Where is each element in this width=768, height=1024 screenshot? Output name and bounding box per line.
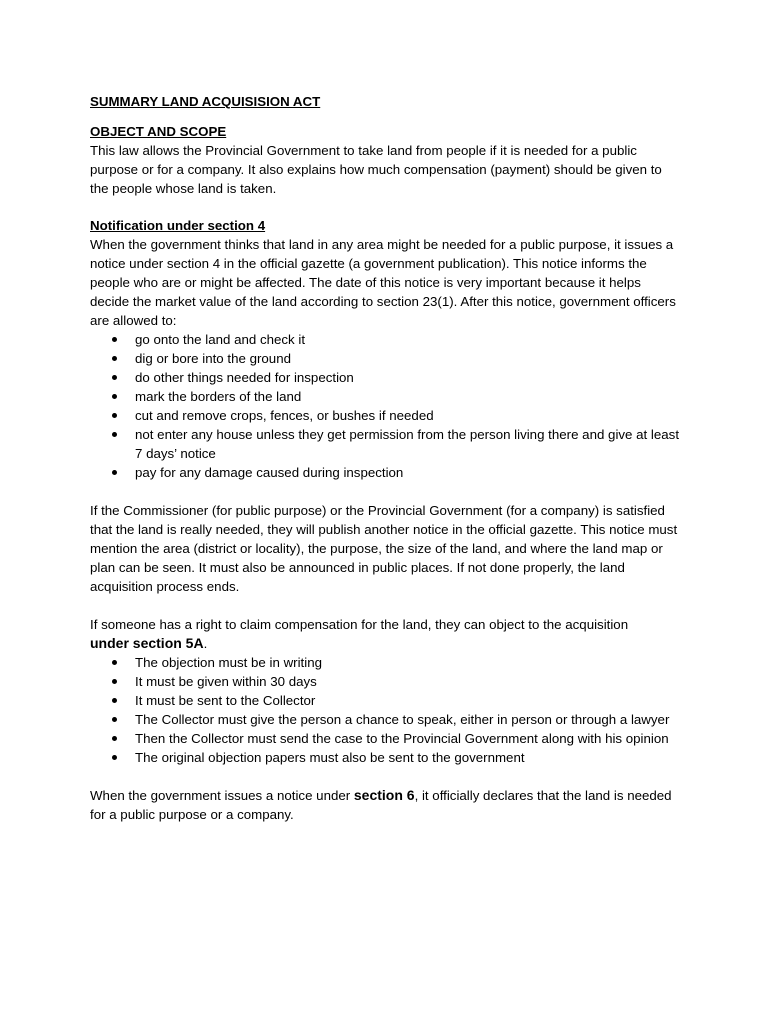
- document-title: SUMMARY LAND ACQUISISION ACT: [90, 94, 321, 109]
- declaration-text-before: When the government issues a notice under: [90, 788, 354, 803]
- list-item: Then the Collector must send the case to the Provincial Government along with his opinion: [135, 729, 682, 748]
- notification-intro: When the government thinks that land in any area might be needed for a public purpose, it issues a notice under section 4 in the official gazette (a government publication). This notice informs the people who are or might be affected. The date of this notice is very important because it helps decide the market value of the land according to section 23(1). After this notice, government officers are allowed to:: [90, 237, 676, 328]
- section-6-reference: section 6: [353, 787, 415, 803]
- officer-powers-list: [90, 330, 682, 482]
- notification-heading: Notification under section 4: [90, 218, 266, 233]
- list-item: cut and remove crops, fences, or bushes if needed: [135, 406, 682, 425]
- document-page: [90, 92, 682, 824]
- objection-intro: [90, 615, 682, 653]
- list-item: It must be given within 30 days: [135, 672, 682, 691]
- list-item: pay for any damage caused during inspection: [135, 463, 682, 482]
- list-item: do other things needed for inspection: [135, 368, 682, 387]
- list-item: The objection must be in writing: [135, 653, 682, 672]
- list-item: The Collector must give the person a chance to speak, either in person or through a lawyer: [135, 710, 682, 729]
- list-item: go onto the land and check it: [135, 330, 682, 349]
- objection-intro-text: If someone has a right to claim compensation for the land, they can object to the acquisition: [90, 617, 629, 632]
- list-item: It must be sent to the Collector: [135, 691, 682, 710]
- list-item: The original objection papers must also be sent to the government: [135, 748, 682, 767]
- objection-rules-list: [90, 653, 682, 767]
- declaration-paragraph: [90, 786, 682, 824]
- section-5a-reference: under section 5A: [90, 635, 204, 651]
- list-item: mark the borders of the land: [135, 387, 682, 406]
- list-item: dig or bore into the ground: [135, 349, 682, 368]
- commissioner-paragraph: If the Commissioner (for public purpose) or the Provincial Government (for a company) is satisfied that the land is really needed, they will publish another notice in the official gazette. This notice must mention the area (district or locality), the purpose, the size of the land, and where the land map or plan can be seen. It must also be announced in public places. If not done properly, the land acquisition process ends.: [90, 503, 678, 594]
- declaration-text-after: , it officially declares that the land is needed for a public purpose or a company.: [90, 788, 672, 822]
- list-item: not enter any house unless they get permission from the person living there and give at least 7 days’ notice: [135, 425, 682, 463]
- object-scope-text: This law allows the Provincial Government to take land from people if it is needed for a public purpose or for a company. It also explains how much compensation (payment) should be given to the people whose land is taken.: [90, 143, 662, 196]
- object-scope-heading: OBJECT AND SCOPE: [90, 124, 227, 139]
- objection-intro-end: .: [203, 636, 208, 651]
